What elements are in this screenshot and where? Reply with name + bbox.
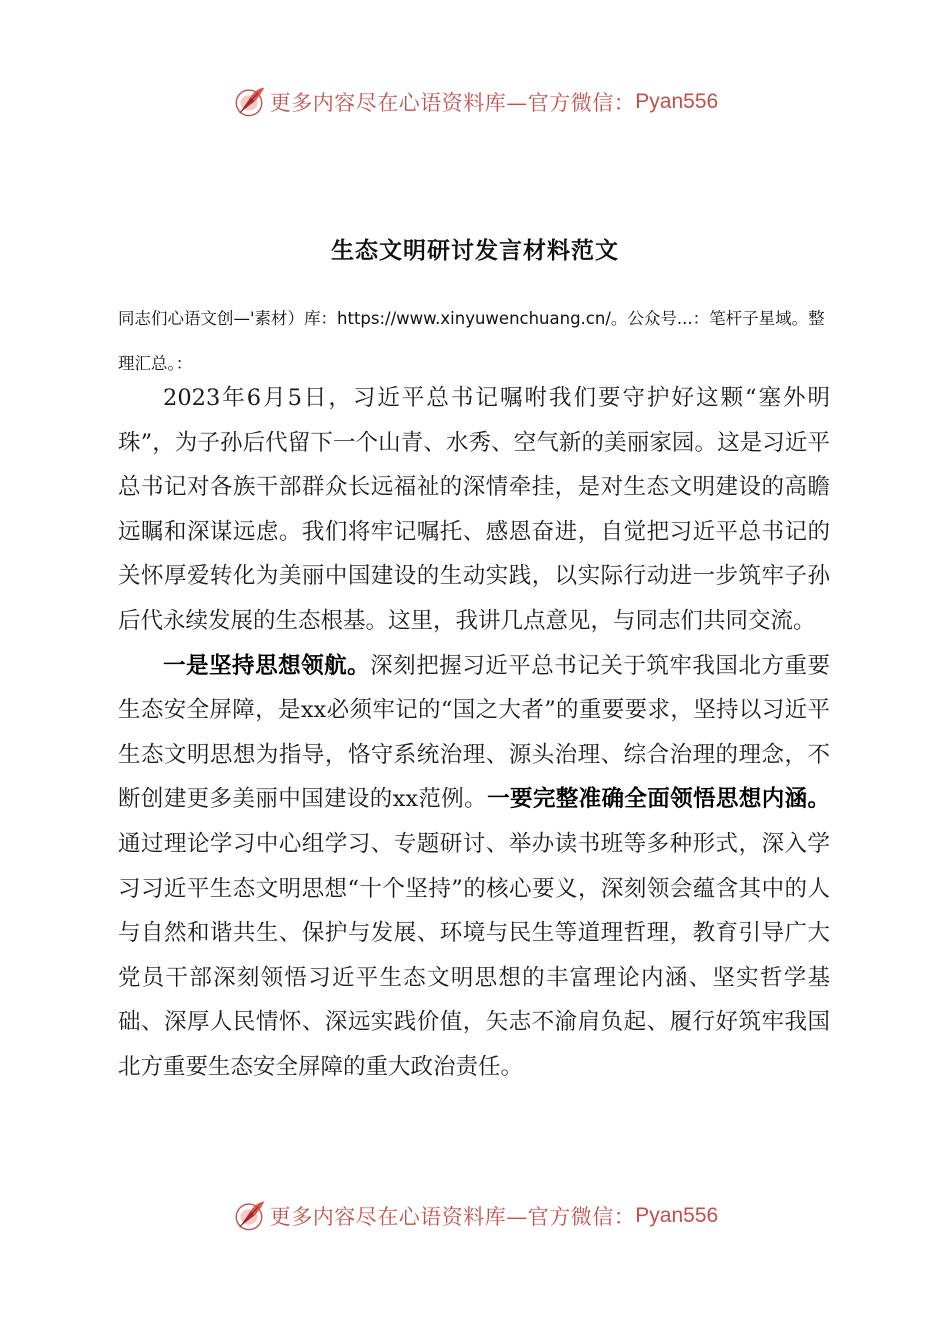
quill-pen-logo-icon: [232, 85, 266, 119]
paragraph-point-one: [118, 644, 830, 1090]
footer-banner: [0, 1196, 950, 1236]
banner-text: 更多内容尽在心语资料库—官方微信：: [269, 91, 636, 115]
document-body: [118, 376, 830, 1090]
paragraph-intro: 2023年6月5日，习近平总书记嘱咐我们要守护好这颗“塞外明珠”，为子孙后代留下一个山青、水秀、空气新的美丽家园。这是习近平总书记对各族干部群众长远福祉的深情牵挂，是对生态文明建设的高瞻远瞩和深谋远虑。我们将牢记嘱托、感恩奋进，自觉把习近平总书记的关怀厚爱转化为美丽中国建设的生动实践，以实际行动进一步筑牢子孙后代永续发展的生态根基。这里，我讲几点意见，与同志们共同交流。: [118, 385, 830, 634]
sub-point-text: 通过理论学习中心组学习、专题研讨、举办读书班等多种形式，深入学习习近平生态文明思想“十个坚持”的核心要义，深刻领会蕴含其中的人与自然和谐共生、保护与发展、环境与民生等道理哲理，教育引导广大党员干部深刻领悟习近平生态文明思想的丰富理论内涵、坚实哲学基础、深厚人民情怀、深远实践价值，矢志不渝肩负起、履行好筑牢我国北方重要生态安全屏障的重大政治责任。: [118, 830, 830, 1080]
quill-pen-logo-icon: [232, 1199, 266, 1233]
document-title: 生态文明研讨发言材料范文: [331, 238, 619, 264]
point-text: 深刻把握习近平总书记关于筑牢我国北方重要生态安全屏障，是xx必须牢记的“国之大者”的重要要求，坚持以习近平生态文明思想为指导，恪守系统治理、源头治理、综合治理的理念，不断创建更多美丽中国建设的xx范例。: [118, 652, 830, 813]
sub-point-heading: 一要完整准确全面领悟思想内涵。: [487, 786, 830, 813]
banner-wechat-id: Pyan556: [635, 90, 719, 113]
source-note: 同志们心语文创—'素材）库：https://www.xinyuwenchuang.cn/。公众号...：笔杆子星域。整理汇总。：: [118, 309, 825, 373]
banner-wechat-id: Pyan556: [635, 1204, 719, 1227]
header-banner: [0, 82, 950, 122]
banner-text: 更多内容尽在心语资料库—官方微信：: [269, 1205, 636, 1229]
point-heading: 一是坚持思想领航。: [163, 652, 371, 679]
